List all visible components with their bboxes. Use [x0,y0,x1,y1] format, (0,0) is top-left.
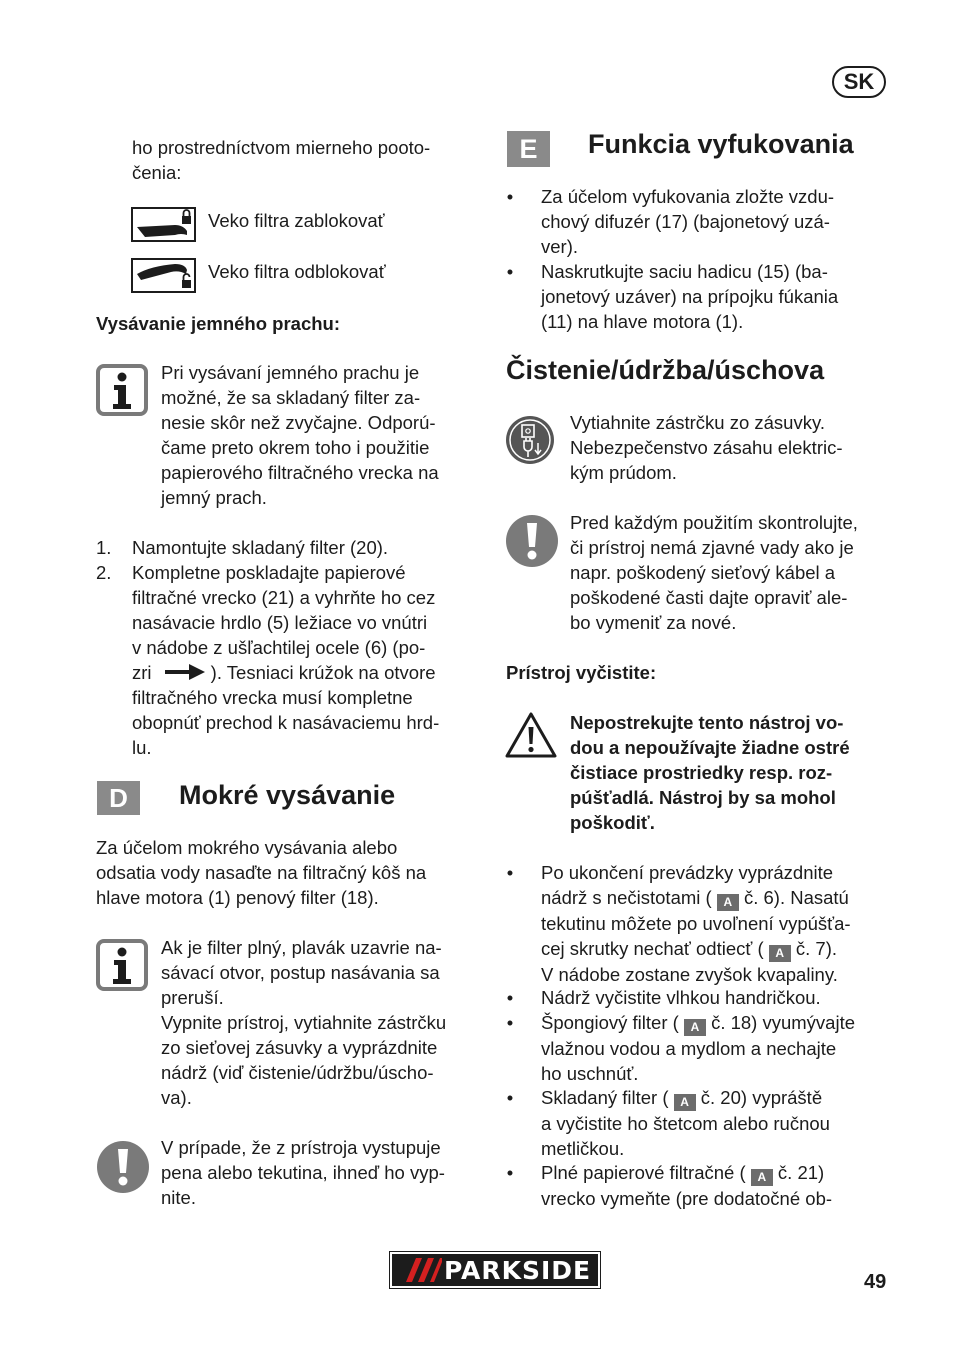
unlock-lid-icon [131,258,196,293]
clean-step-empty-tank: Po ukončení prevádzky vyprázdnite nádrž s nečistotami ( A č. 6). Nasatú tekutinu môžete po uvoľnení vypúšťa- cej skrutky nechať odtiecť ( A č. 7). V nádobe zostane zvyšok kvapaliny. [541,862,851,985]
unlock-lid-label: Veko filtra odblokovať [208,261,386,282]
figure-a-tag: A [769,945,791,962]
page-number: 49 [864,1271,887,1293]
language-badge-text: SK [843,69,875,94]
section-e-title: Funkcia vyfukovania [588,129,854,159]
bullet: • [506,186,514,207]
bullet: • [506,1087,514,1108]
brand-name: PARKSIDE [444,1255,592,1285]
clean-step-wipe-tank: Nádrž vyčistite vlhkou handričkou. [541,987,821,1008]
step-number: 2. [96,562,112,583]
info-icon [96,364,148,416]
figure-a-tag: A [674,1094,696,1111]
clean-step-pleated-filter: Skladaný filter ( A č. 20) vypráště a vyčistite ho štetcom alebo ručnou metličkou. [541,1087,830,1159]
section-d-title: Mokré vysávanie [179,780,396,810]
bullet: • [506,1012,514,1033]
parkside-logo [390,1252,600,1288]
intro-text: ho prostredníctvom mierneho pooto- čenia: [132,137,431,183]
caution-text: Nepostrekujte tento nástroj vo- dou a nepoužívajte žiadne ostré čistiace prostriedky resp. roz- púšťadlá. Nástroj by sa mohol poškodiť. [570,712,850,833]
unplug-icon [505,415,555,465]
clean-device-heading: Prístroj vyčistite: [506,662,657,683]
info-icon [96,939,148,991]
fine-dust-heading: Vysávanie jemného prachu: [96,313,341,334]
cleaning-title: Čistenie/údržba/úschova [506,355,825,385]
exclamation-icon [505,514,559,568]
wet-vacuum-intro: Za účelom mokrého vysávania alebo odsatia vody nasaďte na filtračný kôš na hlave motora (1) penový filter (18). [96,837,427,908]
language-badge [832,66,886,98]
arrow-icon [163,662,207,682]
bullet: • [506,1162,514,1183]
bullet: • [506,987,514,1008]
info-filter-full-text: Ak je filter plný, plavák uzavrie na- sávací otvor, postup nasávania sa preruší. Vypnite prístroj, vytiahnite zástrčku zo sieťovej zásuvky a vyprázdnite nádrž (viď čistenie/údržbu/úscho- va). [161,937,447,1108]
warning-foam-text: V prípade, že z prístroja vystupuje pena alebo tekutina, ihneď ho vyp- nite. [161,1137,445,1208]
bullet: • [506,862,514,883]
clean-step-paper-bag: Plné papierové filtračné ( A č. 21) vrecko vymeňte (pre dodatočné ob- [541,1162,833,1209]
exclamation-icon [96,1140,150,1194]
blow-step-1: Za účelom vyfukovania zložte vzdu- chový difuzér (17) (bajonetový uzá- ver). [541,186,835,257]
section-d-marker: D [97,781,140,815]
clean-step-sponge-filter: Špongiový filter ( A č. 18) vyumývajte vlažnou vodou a mydlom a nechajte ho uschnúť. [541,1012,856,1084]
blow-step-2: Naskrutkujte saciu hadicu (15) (ba- jonetový uzáver) na prípojku fúkania (11) na hlave motora (1). [541,261,839,332]
logo-stripes-icon [398,1256,442,1284]
figure-a-tag: A [717,894,739,911]
info-fine-dust-text: Pri vysávaní jemného prachu je možné, že sa skladaný filter za- nesie skôr než zvyčajne. Odporú- čame preto okrem toho i použitie papierového filtračného vrecka na jemný prach. [161,362,439,508]
bullet: • [506,261,514,282]
warning-triangle-icon [505,711,557,759]
step-number: 1. [96,537,112,558]
figure-a-tag: A [684,1019,706,1036]
lock-lid-icon [131,207,196,242]
unplug-text: Vytiahnite zástrčku zo zásuvky. Nebezpečenstvo zásahu elektric- kým prúdom. [570,412,843,483]
step-2-text: Kompletne poskladajte papierové filtračné vrecko (21) a vyhrňte ho cez nasávacie hrdlo (5) ležiace vo vnútri v nádobe z ušľachtilej ocele (6) (po- zri ). Tesniaci krúžok na otvore filtračného vrecka musí kompletne obopnúť prechod k nasávaciemu hrd- lu. [132,562,440,758]
figure-a-tag: A [751,1169,773,1186]
lock-lid-label: Veko filtra zablokovať [208,210,385,231]
section-e-marker: E [507,131,550,167]
step-1-text: Namontujte skladaný filter (20). [132,537,389,558]
check-before-use-text: Pred každým použitím skontrolujte, či prístroj nemá zjavné vady ako je napr. poškodený sieťový kábel a poškodené časti dajte opraviť ale- bo vymeniť za nové. [570,512,858,633]
